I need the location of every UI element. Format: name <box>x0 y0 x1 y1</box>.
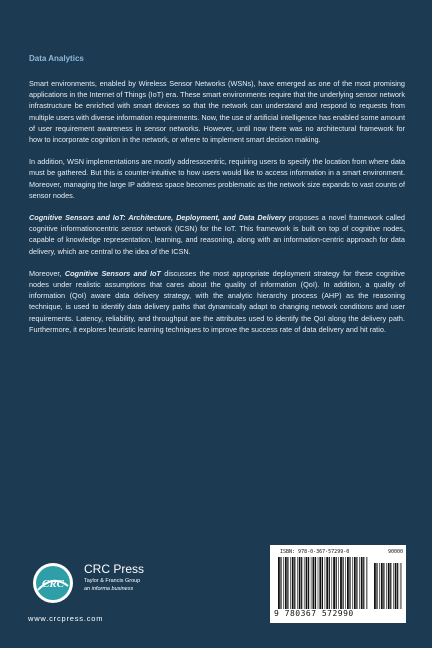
barcode-bar <box>340 557 342 609</box>
paragraph-text: Moreover, <box>29 268 65 278</box>
paragraph-text: discusses the most appropriate deployment strategy for these cognitive nodes under realistic assumptions that cares about the quality of information (QoI). In addition, a quality of information (QoI) aware data delivery strategy, with the analytic hierarchy process (AHP) as the reasoning technique, is used to identify data delivery paths that dynamically adapt to changing network conditions and user requirements. Latency, reliability, and throughput are the attributes used to identify the QoI along the delivery path. Furthermore, it explores heuristic learning techniques to improve the success rate of data delivery and hit ratio. <box>29 268 405 334</box>
barcode-bars <box>278 557 368 609</box>
crc-logo-icon <box>32 562 74 604</box>
barcode-bar <box>315 557 316 609</box>
barcode-bar <box>326 557 328 609</box>
barcode-bar <box>283 557 284 609</box>
barcode-bar <box>400 563 401 609</box>
publisher-url[interactable]: www.crcpress.com <box>28 614 104 623</box>
barcode-bar <box>285 557 287 609</box>
paragraph-text: Smart environments, enabled by Wireless Sensor Networks (WSNs), have emerged as one of the most promising applications in the Internet of Things (IoT) era. These smart environments require that the underlying sensor network infrastructure be enriched with smart devices so that the network can understand and respond to requests from multiple users with diverse information requirements. Now, the use of artificial intelligence has enabled some amount of user requirement awareness in sensor networks. However, until now there was no architectural framework for how to incorporate cognition in the network, or where to implement smart decision making. <box>29 79 405 145</box>
barcode-bar <box>345 557 346 609</box>
book-title-emphasis: Cognitive Sensors and IoT: Architecture, Deployment, and Data Delivery <box>29 213 286 223</box>
barcode-bar <box>352 557 353 609</box>
barcode-bar <box>376 563 377 609</box>
barcode-bar <box>292 557 294 609</box>
barcode-bar <box>390 563 391 609</box>
paragraph-text: proposes a novel framework called cognitive informationcentric sensor network (ICSN) for the IoT. This framework is built on top of cognitive nodes, capable of knowledge representation, learning, and reasoning, along with an information-centric approach for data delivery, which are central to the idea of the ICSN. <box>29 213 405 256</box>
barcode-bar <box>304 557 305 609</box>
barcode-bar <box>319 557 321 609</box>
barcode-bar <box>336 557 337 609</box>
barcode-bar <box>359 557 360 609</box>
barcode-bar <box>325 557 326 609</box>
price-code: 90000 <box>387 549 403 555</box>
barcode-bar <box>308 557 309 609</box>
blurb-text <box>29 78 405 346</box>
barcode-bar <box>366 557 367 609</box>
barcode-bar <box>338 557 339 609</box>
isbn-label: ISBN: 978-0-367-57299-0 <box>280 549 350 555</box>
blurb-paragraph <box>29 268 405 335</box>
barcode-bar <box>322 557 323 609</box>
barcode-bar <box>318 557 319 609</box>
barcode-bar <box>374 563 376 609</box>
barcode-bar <box>356 557 357 609</box>
barcode-bar <box>361 557 363 609</box>
category-label: Data Analytics <box>29 54 84 63</box>
paragraph-text: In addition, WSN implementations are mostly addresscentric, requiring users to specify the location from where data must be gathered. But this is counter-intuitive to how users would like to access information in a smart environment. Moreover, managing the large IP address space becomes problematic as the network size expands to vast counts of sensor nodes. <box>29 157 405 200</box>
barcode-bar <box>329 557 330 609</box>
barcode-bar <box>363 557 364 609</box>
barcode-bar <box>395 563 397 609</box>
barcode-bar <box>379 563 380 609</box>
publisher-tagline: an informa business <box>84 586 134 592</box>
barcode-bar <box>297 557 298 609</box>
barcode-addon-bars <box>374 563 402 609</box>
barcode-bar <box>393 563 394 609</box>
barcode-bar <box>383 563 384 609</box>
blurb-paragraph <box>29 78 405 145</box>
barcode-bar <box>311 557 312 609</box>
blurb-paragraph <box>29 156 405 201</box>
barcode-bar <box>349 557 350 609</box>
crc-logo-text: CRC <box>41 578 65 590</box>
barcode-bar <box>388 563 390 609</box>
barcode-bar <box>332 557 333 609</box>
barcode-bar <box>290 557 291 609</box>
barcode-bar <box>347 557 349 609</box>
isbn-barcode <box>270 545 406 623</box>
barcode-bar <box>287 557 288 609</box>
publisher-group: Taylor & Francis Group <box>84 578 141 584</box>
book-title-emphasis: Cognitive Sensors and IoT <box>64 268 161 278</box>
barcode-bar <box>301 557 302 609</box>
barcode-bar <box>299 557 301 609</box>
barcode-bar <box>278 557 280 609</box>
barcode-bar <box>280 557 281 609</box>
barcode-bar <box>381 563 383 609</box>
barcode-bar <box>354 557 356 609</box>
barcode-bar <box>386 563 387 609</box>
barcode-bar <box>294 557 295 609</box>
blurb-paragraph <box>29 212 405 257</box>
barcode-digits: 9 780367 572990 <box>274 609 354 618</box>
barcode-bar <box>343 557 344 609</box>
barcode-bar <box>333 557 335 609</box>
publisher-name: CRC Press <box>84 562 145 576</box>
publisher-block <box>28 558 198 628</box>
barcode-bar <box>397 563 398 609</box>
barcode-bar <box>306 557 308 609</box>
barcode-bar <box>313 557 315 609</box>
